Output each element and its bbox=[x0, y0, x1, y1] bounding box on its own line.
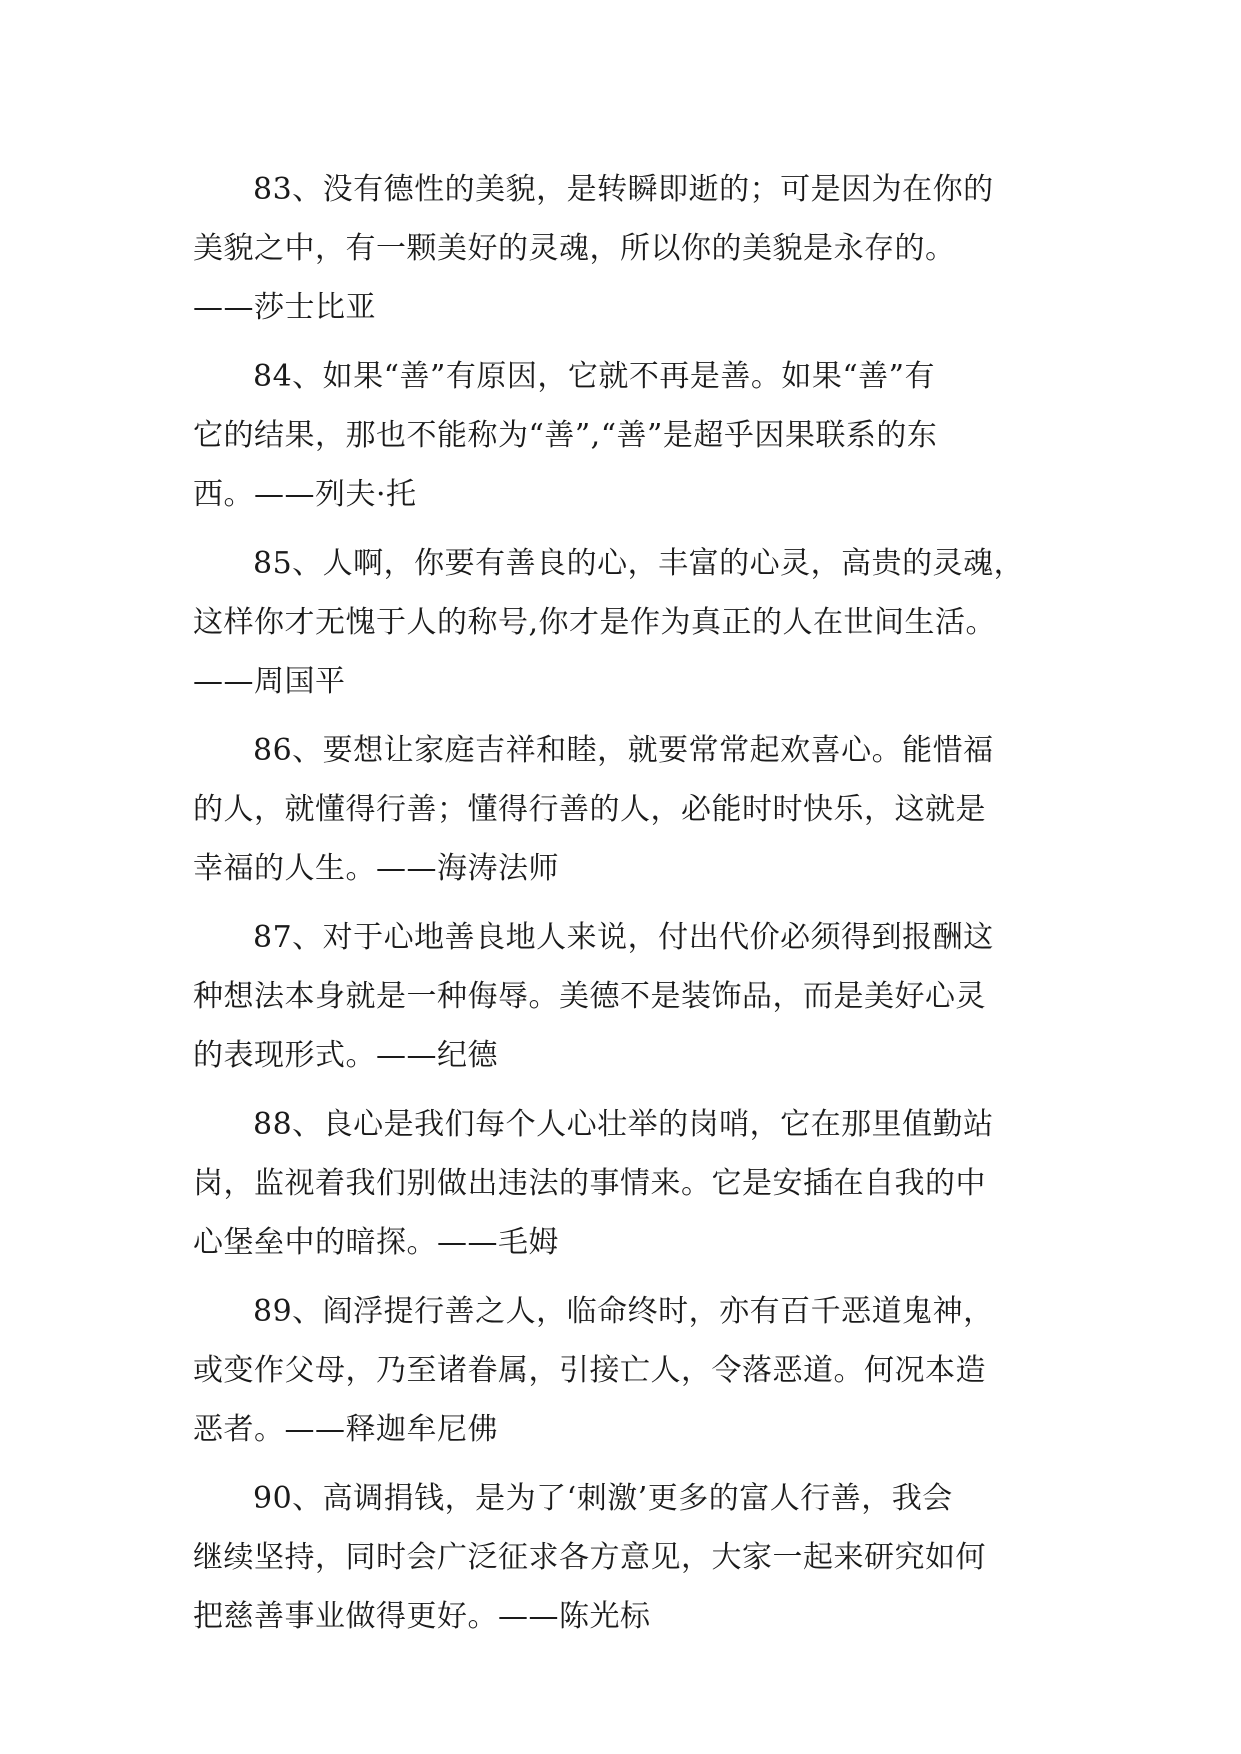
quote-paragraph-88 bbox=[193, 1095, 1053, 1272]
paragraph-line: 恶者。——释迦牟尼佛 bbox=[193, 1412, 498, 1447]
quote-paragraph-87 bbox=[193, 908, 1053, 1085]
quote-paragraph-85 bbox=[193, 534, 1053, 711]
paragraph-line: 把慈善事业做得更好。——陈光标 bbox=[193, 1599, 651, 1634]
paragraph-line: 种想法本身就是一种侮辱。美德不是装饰品，而是美好心灵 bbox=[193, 979, 986, 1014]
paragraph-line: 岗，监视着我们别做出违法的事情来。它是安插在自我的中 bbox=[193, 1166, 986, 1201]
paragraph-line: 的人，就懂得行善；懂得行善的人，必能时时快乐，这就是 bbox=[193, 792, 986, 827]
paragraph-line: 或变作父母，乃至诸眷属，引接亡人，令落恶道。何况本造 bbox=[193, 1353, 986, 1388]
paragraph-line: 88、良心是我们每个人心壮举的岗哨，它在那里值勤站 bbox=[253, 1107, 994, 1142]
quote-paragraph-89 bbox=[193, 1282, 1053, 1459]
quote-paragraph-90 bbox=[193, 1469, 1053, 1646]
paragraph-line: 90、高调捐钱，是为了‘刺激’更多的富人行善，我会 bbox=[253, 1481, 953, 1516]
paragraph-line: 幸福的人生。——海涛法师 bbox=[193, 851, 559, 886]
quote-paragraph-84 bbox=[193, 347, 1053, 524]
paragraph-line: 85、人啊，你要有善良的心，丰富的心灵，高贵的灵魂， bbox=[253, 546, 1025, 581]
document-body bbox=[193, 160, 1053, 1656]
quote-paragraph-83 bbox=[193, 160, 1053, 337]
paragraph-line: 这样你才无愧于人的称号,你才是作为真正的人在世间生活。 bbox=[193, 605, 997, 640]
paragraph-line: ——周国平 bbox=[193, 664, 346, 699]
paragraph-line: 的表现形式。——纪德 bbox=[193, 1038, 498, 1073]
paragraph-line: 西。——列夫·托 bbox=[193, 477, 417, 512]
paragraph-line: 它的结果，那也不能称为“善”,“善”是超乎因果联系的东 bbox=[193, 418, 938, 453]
paragraph-line: 87、对于心地善良地人来说，付出代价必须得到报酬这 bbox=[253, 920, 994, 955]
paragraph-line: 83、没有德性的美貌，是转瞬即逝的；可是因为在你的 bbox=[253, 172, 994, 207]
paragraph-line: 84、如果“善”有原因，它就不再是善。如果“善”有 bbox=[253, 359, 936, 394]
paragraph-line: 心堡垒中的暗探。——毛姆 bbox=[193, 1225, 559, 1260]
paragraph-line: ——莎士比亚 bbox=[193, 290, 376, 325]
paragraph-line: 89、阎浮提行善之人，临命终时，亦有百千恶道鬼神， bbox=[253, 1294, 994, 1329]
paragraph-line: 继续坚持，同时会广泛征求各方意见，大家一起来研究如何 bbox=[193, 1540, 986, 1575]
paragraph-line: 美貌之中，有一颗美好的灵魂，所以你的美貌是永存的。 bbox=[193, 231, 956, 266]
paragraph-line: 86、要想让家庭吉祥和睦，就要常常起欢喜心。能惜福 bbox=[253, 733, 994, 768]
quote-paragraph-86 bbox=[193, 721, 1053, 898]
